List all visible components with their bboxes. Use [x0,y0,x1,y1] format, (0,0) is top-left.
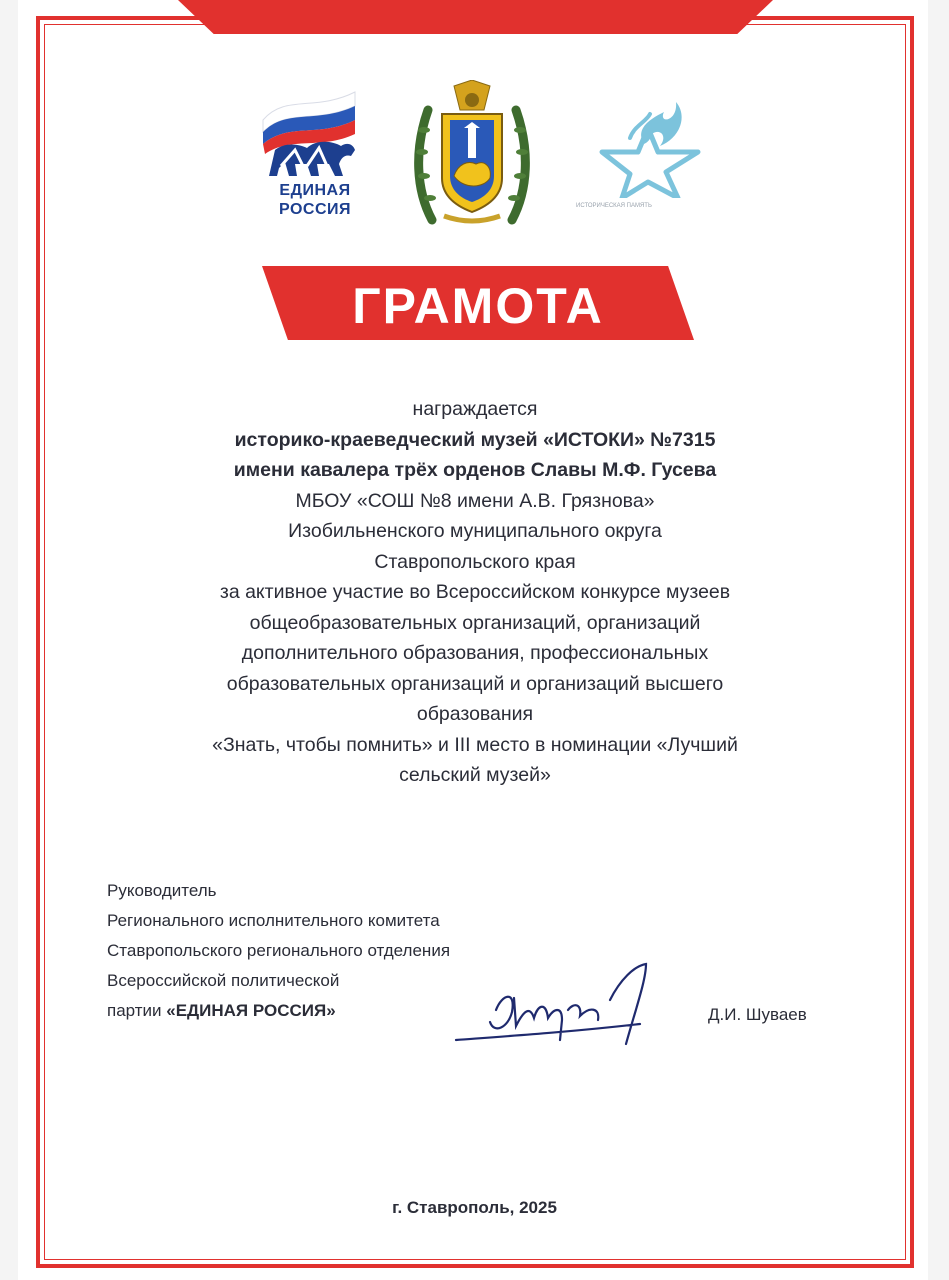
party-name: «ЕДИНАЯ РОССИЯ» [166,1001,336,1020]
party-logo-line2: РОССИЯ [278,201,351,218]
reason-line: «Знать, чтобы помнить» и III место в номинации «Лучший [212,733,738,756]
top-red-band [178,0,773,34]
memory-logo-caption: ИСТОРИЧЕСКАЯ ПАМЯТЬ [576,203,652,209]
reason-line: сельский музей» [399,764,551,786]
bear-flag-icon [255,84,365,180]
reason-line: образовательных организаций и организаций высшего [226,672,724,695]
region-name: Ставропольского края [374,550,576,573]
handwritten-signature [450,960,680,1050]
party-logo-line1: ЕДИНАЯ [279,182,351,199]
awarded-label: награждается [412,398,538,420]
recipient-line-2: имени кавалера трёх орденов Славы М.Ф. Гусева [233,459,717,481]
document-title: ГРАМОТА [352,278,604,334]
place-and-year: г. Ставрополь, 2025 [392,1198,557,1217]
district-name: Изобильненского муниципального округа [288,520,662,542]
reason-line: дополнительного образования, профессиональных [241,642,709,664]
historical-memory-logo [576,88,714,228]
signer-name: Д.И. Шуваев [708,1005,807,1024]
reason-line: за активное участие во Всероссийском конкурсе музеев [219,581,731,603]
signer-title-line: Руководитель [107,881,217,900]
star-flame-icon [594,88,704,198]
coat-of-arms-icon [414,80,530,226]
reason-line: общеобразовательных организаций, организаций [249,611,701,634]
recipient-line-1: историко-краеведческий музей «ИСТОКИ» №7315 [234,428,716,451]
reason-line: образования [416,703,534,725]
school-name: МБОУ «СОШ №8 имени А.В. Грязнова» [295,489,655,512]
signer-title-line: Ставропольского регионального отделения [107,941,451,960]
united-russia-logo [255,84,365,224]
signer-title-line: Регионального исполнительного комитета [107,911,440,930]
award-text [120,394,830,791]
party-prefix: партии [107,1001,167,1020]
logo-row [0,80,949,230]
signer-title-line: Всероссийской политической [107,971,340,990]
